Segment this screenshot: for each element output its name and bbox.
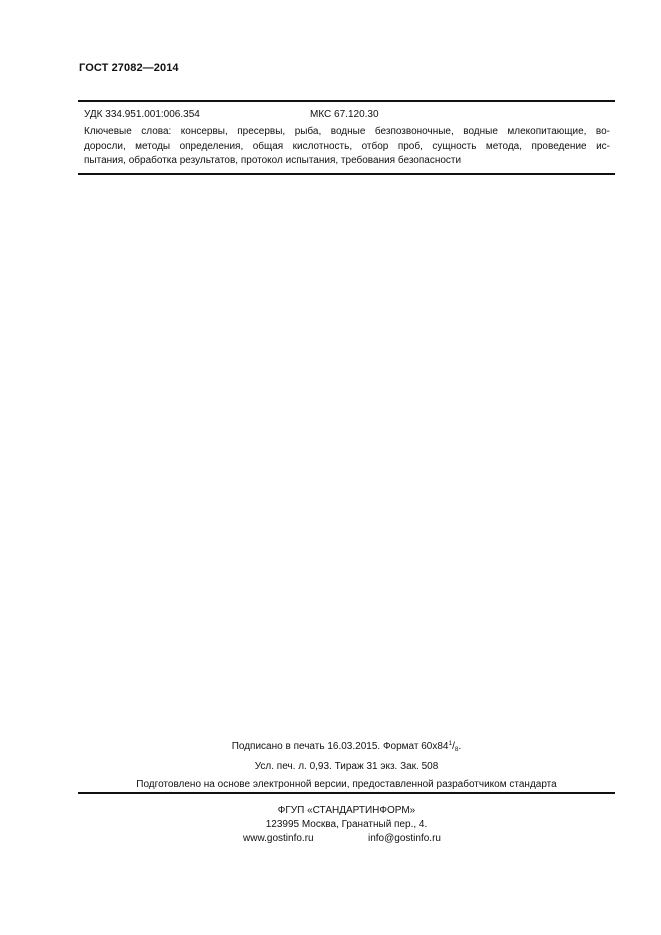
prepared-note: Подготовлено на основе электронной версии, предоставленной разработчиком стандарта bbox=[136, 779, 557, 790]
email-link[interactable]: info@gostinfo.ru bbox=[368, 833, 441, 844]
imprint-divider bbox=[78, 792, 615, 794]
signed-text: Подписано в печать 16.03.2015. Формат 60х84 bbox=[231, 741, 449, 752]
format-end: . bbox=[458, 741, 462, 752]
mks-code: МКС 67.120.30 bbox=[310, 109, 379, 120]
signed-line bbox=[78, 740, 615, 753]
keywords-line: доросли, методы определения, общая кислотность, отбор проб, сущность метода, проведение ис- bbox=[84, 140, 610, 152]
format-slash: / bbox=[452, 741, 455, 752]
keywords-block bbox=[84, 125, 610, 169]
website-link[interactable]: www.gostinfo.ru bbox=[243, 833, 314, 844]
format-denominator: 8 bbox=[454, 746, 459, 753]
keywords-line: Ключевые слова: консервы, пресервы, рыба, водные безпозвоночные, водные млекопитающие, во- bbox=[84, 126, 610, 137]
format-numerator: 1 bbox=[448, 740, 453, 747]
keywords-line: пытания, обработка результатов, протокол испытания, требования безопасности bbox=[84, 155, 462, 166]
standard-code: ГОСТ 27082—2014 bbox=[79, 62, 179, 74]
publisher-name: ФГУП «СТАНДАРТИНФОРМ» bbox=[277, 805, 416, 816]
keywords-divider bbox=[78, 173, 615, 175]
print-info: Усл. печ. л. 0,93. Тираж 31 экз. Зак. 508 bbox=[254, 761, 439, 772]
top-divider bbox=[78, 100, 615, 102]
publisher-address: 123995 Москва, Гранатный пер., 4. bbox=[265, 819, 428, 830]
udk-code: УДК 334.951.001:006.354 bbox=[84, 109, 200, 120]
